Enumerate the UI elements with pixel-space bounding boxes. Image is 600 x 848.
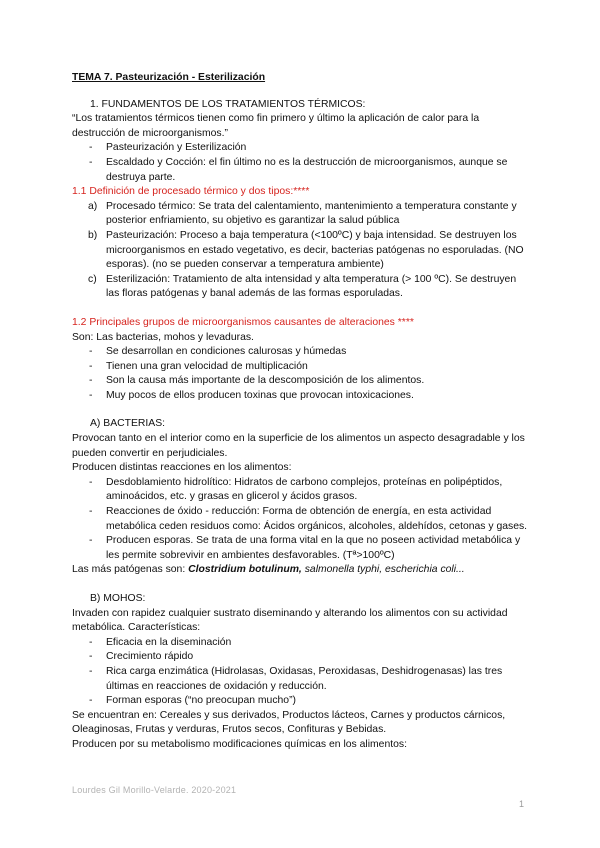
section-1-1-list (72, 200, 532, 302)
list-item: - Son la causa más importante de la descomposición de los alimentos. (89, 375, 425, 387)
list-item: - Tienen una gran velocidad de multiplicación (89, 360, 308, 372)
list-item: b) Pasteurización: Proceso a baja temperatura (<100ºC) y baja intensidad. Se destruyen los microorganismos en estado vegetativo, es decir, bacterias patógenas no esporuladas. (NO esporas). (no se pueden conservar a temperatura ambiente) (88, 229, 524, 271)
mohos-list (72, 636, 532, 709)
list-item: - Desdoblamiento hidrolítico: Hidratos de carbono complejos, proteínas en polipéptidos, aminoácidos, etc. y grasas en glicerol y ácidos grasos. (89, 476, 503, 503)
bacterias-heading: A) BACTERIAS: (90, 418, 166, 430)
section-1-intro: “Los tratamientos térmicos tienen como fin primero y último la aplicación de calor para la destrucción de microorganismos.” (72, 113, 480, 139)
list-item: a) Procesado térmico: Se trata del calentamiento, mantenimiento a temperatura constante y posterior enfriamiento, su objetivo es garantizar la salud pública (88, 200, 517, 227)
page-title: TEMA 7. Pasteurización - Esterilización (72, 72, 266, 83)
mohos-heading: B) MOHOS: (90, 593, 146, 604)
page-number: 1 (518, 799, 524, 809)
list-item: - Reacciones de óxido - reducción: Forma de obtención de energía, en esta actividad metabólica ceden residuos como: Ácidos orgánicos, alcoholes, aldehídos, cetonas y gases. (89, 506, 528, 532)
list-item: - Eficacia en la diseminación (89, 636, 232, 648)
mohos-intro: Invaden con rapidez cualquier sustrato diseminando y alterando los alimentos con su actividad metabólica. Características: (72, 607, 508, 634)
section-1-heading: 1. FUNDAMENTOS DE LOS TRATAMIENTOS TÉRMICOS: (90, 98, 366, 110)
bacterias-intro-2: Producen distintas reacciones en los alimentos: (72, 462, 292, 474)
section-1-2-intro: Son: Las bacterias, mohos y levaduras. (72, 331, 254, 343)
list-item: - Rica carga enzimática (Hidrolasas, Oxidasas, Peroxidasas, Deshidrogenasas) las tres últimas en reacciones de oxidación y reducción. (89, 665, 503, 692)
bacterias-list (72, 476, 532, 564)
document-body (72, 71, 532, 753)
list-item: - Producen esporas. Se trata de una forma vital en la que no poseen actividad metabólica y les permite sobrevivir en ambientes desfavorables. (Tª>100ºC) (89, 535, 521, 561)
mohos-found-in: Se encuentran en: Cereales y sus derivados, Productos lácteos, Carnes y productos cárnicos, Oleaginosas, Frutas y verduras, Frutos secos, Confituras y Bebidas. (72, 709, 506, 736)
list-item: - Escaldado y Cocción: el fin último no es la destrucción de microorganismos, aunque se destruya parte. (89, 156, 508, 183)
section-1-2-list (72, 345, 532, 403)
pathogens-line: Las más patógenas son: Clostridium botulinum, salmonella typhi, escherichia coli... (72, 564, 465, 576)
list-item: - Pasteurización y Esterilización (89, 142, 247, 154)
bacterias-intro: Provocan tanto en el interior como en la superficie de los alimentos un aspecto desagradable y los pueden convertir en perjudiciales. (72, 433, 525, 459)
section-1-list (72, 141, 532, 185)
list-item: - Crecimiento rápido (89, 651, 194, 663)
list-item: - Se desarrollan en condiciones calurosas y húmedas (89, 346, 347, 358)
list-item: c) Esterilización: Tratamiento de alta intensidad y alta temperatura (> 100 ºC). Se destruyen las floras patógenas y banal además de las formas esporuladas. (88, 273, 517, 300)
list-item: - Muy pocos de ellos producen toxinas que provocan intoxicaciones. (89, 389, 414, 401)
footer-author: Lourdes Gil Morillo-Velarde. 2020-2021 (72, 785, 237, 795)
section-1-1-heading: 1.1 Definición de procesado térmico y dos tipos:**** (72, 186, 310, 198)
mohos-produce: Producen por su metabolismo modificaciones químicas en los alimentos: (72, 738, 407, 750)
section-1-2-heading: 1.2 Principales grupos de microorganismos causantes de alteraciones **** (72, 316, 414, 328)
list-item: - Forman esporas (“no preocupan mucho”) (89, 695, 297, 707)
